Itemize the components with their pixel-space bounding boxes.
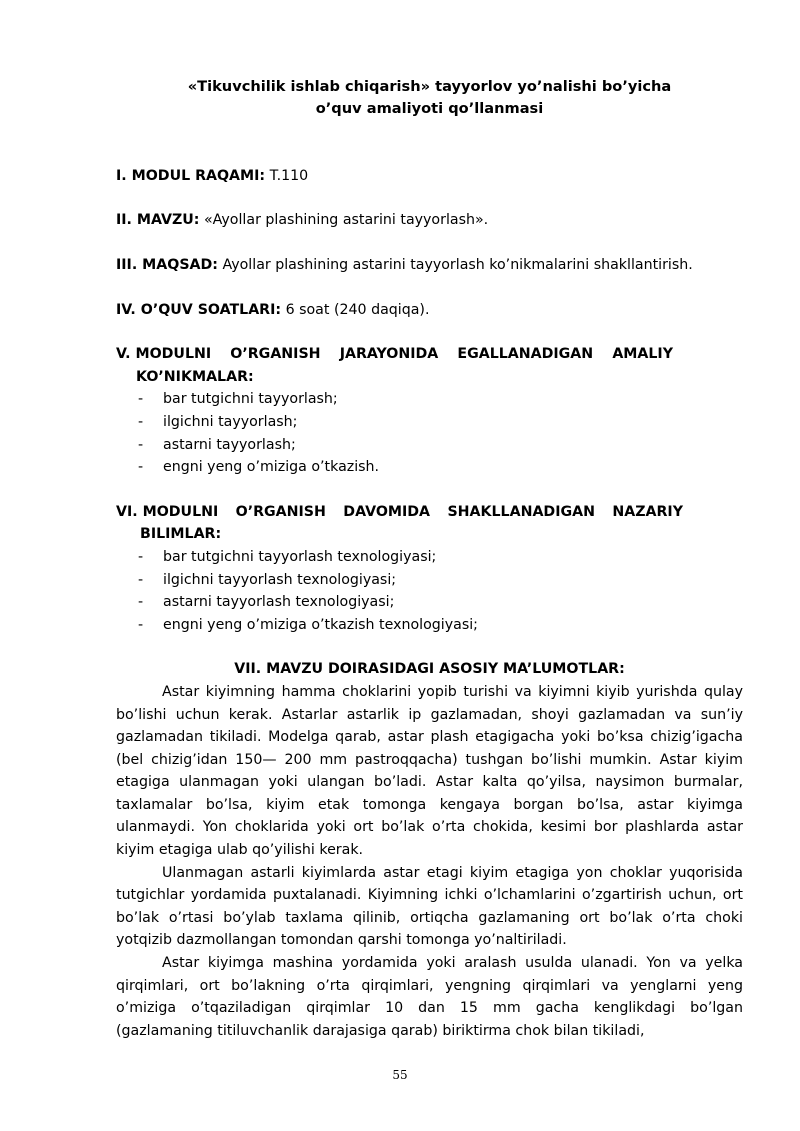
section-value: «Ayollar plashining astarini tayyorlash». [199,212,489,229]
section-heading [116,343,673,366]
list-item: - ilgichni tayyorlash; [138,411,743,434]
heading-word: O’RGANISH [235,503,326,520]
section-heading-continuation: BILIMLAR: [140,526,222,543]
heading-word: EGALLANADIGAN [457,346,594,363]
section-main-info-heading: VII. MAVZU DOIRASIDAGI ASOSIY MA’LUMOTLAR: [234,661,625,678]
section-label: III. MAQSAD: [116,257,218,273]
section-goal [116,254,743,277]
heading-word: NAZARIY [612,503,683,520]
document-title [116,76,743,121]
heading-word: SHAKLLANADIGAN [447,503,595,520]
title-line-2: o’quv amaliyoti qo’llanmasi [315,100,544,118]
section-module-number [116,165,743,188]
body-paragraph: Ulanmagan astarli kiyimlarda astar etagi kiyim etagiga yon choklar yuqorisida tutgichlar yordamida puxtalanadi. Kiyimning ichki o’lchamlarini o’zgartirish uchun, ort bo’lak o’rtasi bo’ylab taxlama qilinib, ortiqcha gazlamaning ort bo’lak o’rta choki yotqizib dazmollangan tomondan qarshi tomonga yo’naltiriladi. [116,864,743,949]
heading-word: JARAYONIDA [339,346,439,363]
knowledge-list [116,546,743,636]
section-heading [116,501,683,524]
section-theoretical-knowledge [116,501,743,637]
section-label: I. MODUL RAQAMI: [116,167,266,184]
heading-word: O’RGANISH [230,346,321,363]
list-item: - astarni tayyorlash texnologiyasi; [138,591,743,614]
list-item: - astarni tayyorlash; [138,434,743,457]
heading-word: AMALIY [612,346,673,363]
list-item: - engni yeng o’miziga o’tkazish. [138,456,743,479]
title-line-1: «Tikuvchilik ishlab chiqarish» tayyorlov yo’nalishi bo’yicha [187,78,672,95]
skills-list [116,388,743,478]
section-value: 6 soat (240 daqiqa). [281,301,430,318]
section-heading-continuation: KO’NIKMALAR: [136,368,254,385]
heading-word: VI. MODULNI [116,503,219,520]
body-paragraph: Astar kiyimning hamma choklarini yopib turishi va kiyimni kiyib yurishda qulay bo’lishi uchun kerak. Astarlar astarlik ip gazlamadan, shoyi gazlamadan va sun’iy gazlamadan tikiladi. Modelga qarab, astar plash etagigacha yoki bo’ksa chizig’igacha (bel chizig’idan 150— 200 mm pastroqqacha) tushgan bo’lishi mumkin. Astar kiyim etagiga ulanmagan yoki ulangan bo’ladi. Astar kalta qo’yilsa, naysimon burmalar, taxlamalar bo’lsa, kiyim etak tomonga kengaya borgan bo’lsa, astar kiyimga ulanmaydi. Yon choklarida yoki ort bo’lak o’rta chokida, kesimi bor plashlarda astar kiyim etagiga ulab qo’yilishi kerak. [116,683,743,859]
list-item: - bar tutgichni tayyorlash texnologiyasi; [138,546,743,569]
document-page [116,76,743,1042]
section-value: T.110 [265,167,309,184]
section-study-hours [116,299,743,322]
section-value: Ayollar plashining astarini tayyorlash ko’nikmalarini shakllantirish. [217,257,693,273]
heading-word: V. MODULNI [116,346,212,363]
list-item: - ilgichni tayyorlash texnologiyasi; [138,569,743,592]
page-number: 55 [392,1068,408,1082]
section-label: II. MAVZU: [116,212,200,229]
heading-word: DAVOMIDA [343,503,431,520]
section-topic [116,209,743,232]
section-label: IV. O’QUV SOATLARI: [116,301,282,318]
list-item: - engni yeng o’miziga o’tkazish texnologiyasi; [138,614,743,637]
body-paragraph: Astar kiyimga mashina yordamida yoki aralash usulda ulanadi. Yon va yelka qirqimlari, ort bo’lakning o’rta qirqimlari, yengning qirqimlari va yenglarni yeng o’miziga o’tqaziladigan qirqimlar 10 dan 15 mm gacha kenglikdagi bo’lgan (gazlamaning titiluvchanlik darajasiga qarab) biriktirma chok bilan tikiladi, [116,955,743,1039]
list-item: - bar tutgichni tayyorlash; [138,388,743,411]
section-practical-skills [116,343,743,479]
